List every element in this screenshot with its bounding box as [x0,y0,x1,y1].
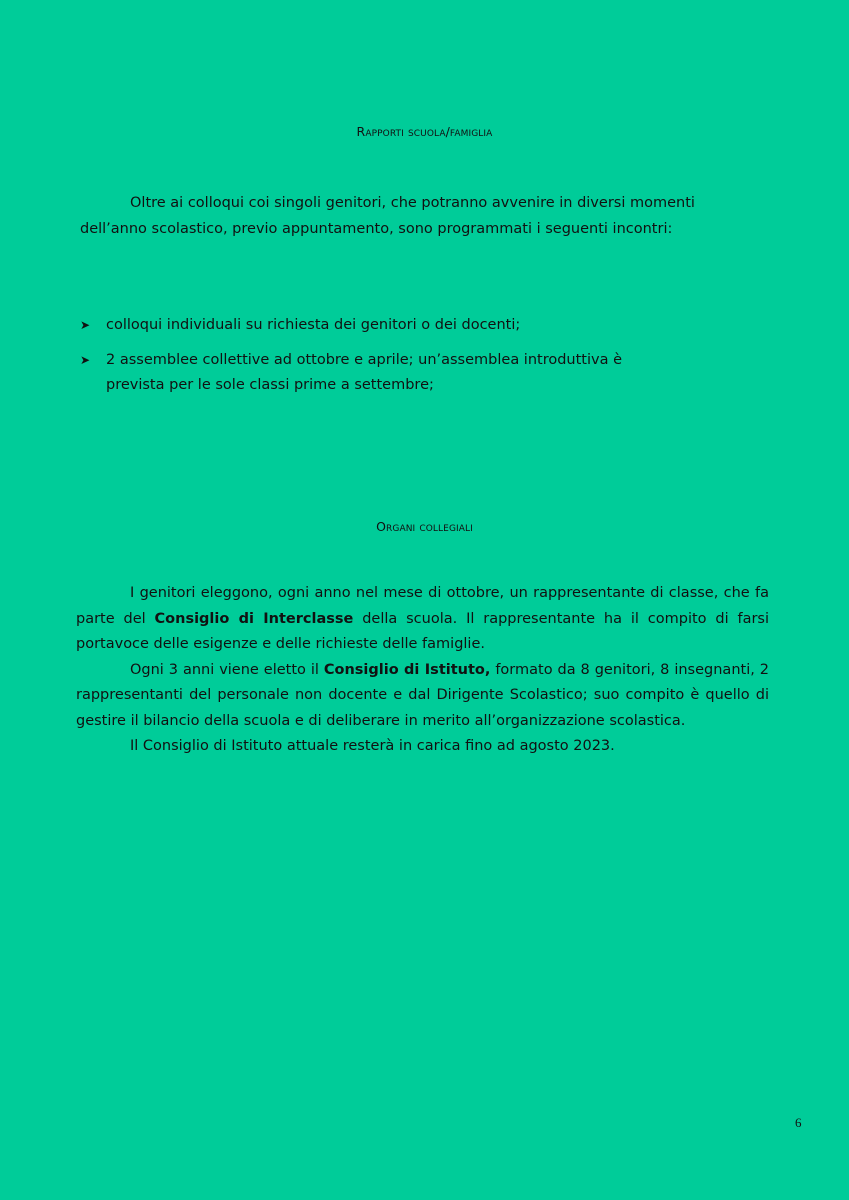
organi-collegiali-text [76,581,769,760]
paragraph-text: formato da 8 genitori, 8 insegnanti, 2 rappresentanti del personale non docente e dal Dirigente Scolastico; suo compito è quello di gestire il bilancio della scuola e di deliberare in merito all’organizzazione scolastica. [76,661,770,729]
arrow-bullet-icon: ➤ [80,318,91,332]
list-item [80,348,770,399]
list-item [80,313,770,339]
paragraph-interclasse [76,581,769,658]
paragraph-text: I genitori eleggono, ogni anno nel mese di ottobre, un rappresentante di classe, che fa parte del [76,585,769,627]
intro-line-1: Oltre ai colloqui coi singoli genitori, che potranno avvenire in diversi momenti [130,195,695,211]
intro-paragraph [78,191,770,242]
meetings-bullet-list [80,313,770,408]
arrow-bullet-icon: ➤ [80,352,91,367]
page-number: 6 [795,1115,802,1130]
paragraph-text: della scuola. Il rappresentante ha il compito di farsi portavoce delle esigenze e delle richieste delle famiglie. [76,610,769,652]
bullet-text-continuation: prevista per le sole classi prime a settembre; [106,377,434,393]
consiglio-interclasse-bold: Consiglio di Interclasse [154,610,354,627]
section-heading-rapporti: Rapporti scuola/famiglia [356,124,493,139]
intro-line-2: dell’anno scolastico, previo appuntamento, sono programmati i seguenti incontri: [80,220,673,237]
section-heading-organi: Organi collegiali [376,519,473,534]
bullet-text: 2 assemblee collettive ad ottobre e aprile; un’assemblea introduttiva è [106,351,623,368]
consiglio-istituto-bold: Consiglio di Istituto, [323,661,491,678]
bullet-text: colloqui individuali su richiesta dei genitori o dei docenti; [106,317,521,333]
paragraph-text: Ogni 3 anni viene eletto il [130,661,324,678]
paragraph-istituto [76,658,769,735]
paragraph-carica: Il Consiglio di Istituto attuale resterà in carica fino ad agosto 2023. [130,738,615,754]
